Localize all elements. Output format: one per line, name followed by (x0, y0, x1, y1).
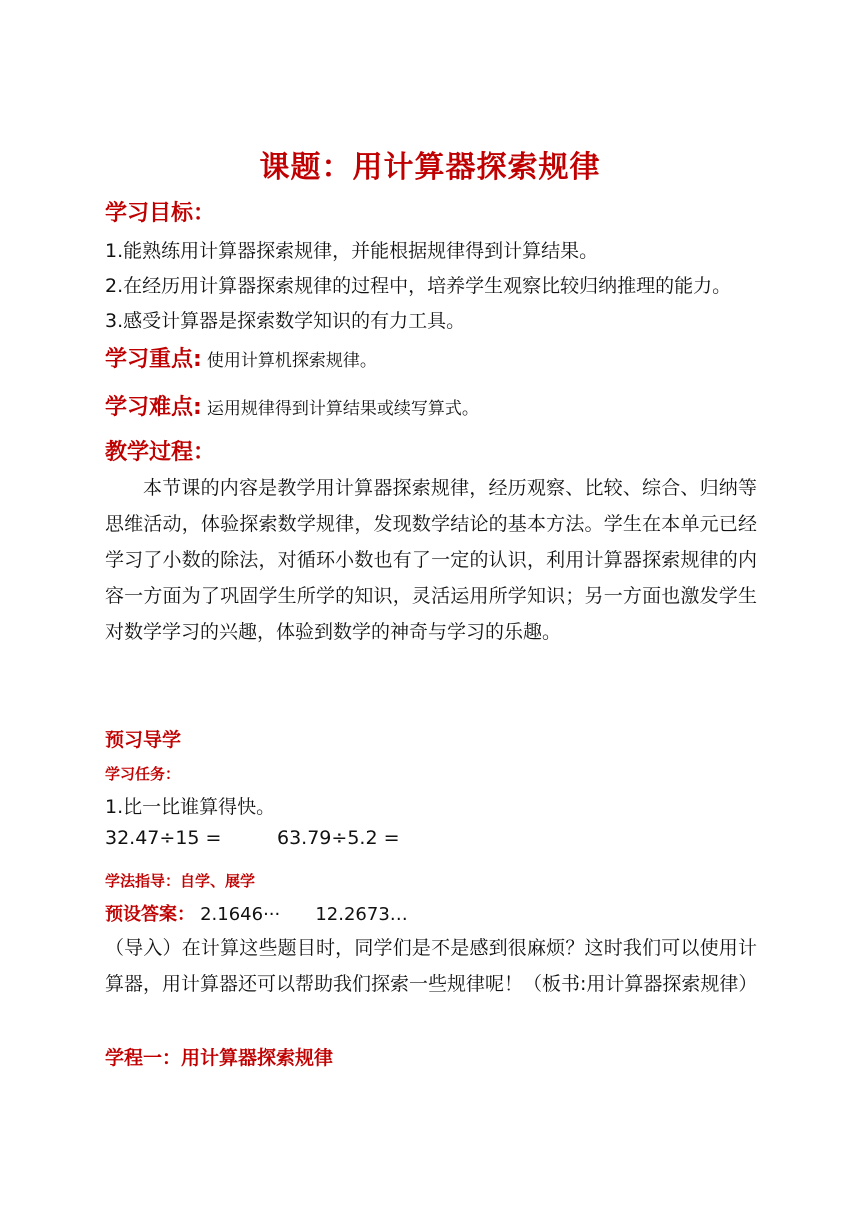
answer-1: 2.1646··· (200, 904, 281, 925)
difficulty-line (105, 390, 479, 421)
answer-heading: 预设答案： (105, 904, 195, 925)
objective-item-1: 1.能熟练用计算器探索规律，并能根据规律得到计算结果。 (105, 240, 599, 262)
key-point-text: 使用计算机探索规律。 (206, 351, 377, 371)
page-title: 课题：用计算器探索规律 (259, 150, 601, 185)
difficulty-heading: 学习难点: (105, 395, 202, 420)
process-heading: 教学过程： (105, 440, 216, 465)
expression-2: 63.79÷5.2 = (277, 827, 400, 849)
answer-2: 12.2673… (315, 904, 408, 925)
intro-paragraph: （导入）在计算这些题目时，同学们是不是感到很麻烦？这时我们可以使用计算器，用计算器还可以帮助我们探索一些规律呢！（板书:用计算器探索规律） (105, 937, 758, 995)
objective-item-3: 3.感受计算器是探索数学知识的有力工具。 (105, 310, 466, 332)
objective-item-2: 2.在经历用计算器探索规律的过程中，培养学生观察比较归纳推理的能力。 (105, 275, 732, 297)
difficulty-text: 运用规律得到计算结果或续写算式。 (206, 399, 479, 419)
step1-heading: 学程一：用计算器探索规律 (105, 1047, 334, 1069)
key-point-line (105, 342, 377, 373)
method-heading: 学法指导：自学、展学 (105, 872, 256, 890)
key-point-heading: 学习重点: (105, 347, 202, 372)
task-heading: 学习任务： (105, 765, 181, 783)
expression-1: 32.47÷15 = (105, 827, 222, 849)
objectives-heading: 学习目标： (105, 201, 216, 226)
preview-heading: 预习导学 (105, 729, 182, 751)
answer-line (105, 900, 408, 926)
process-paragraph: 本节课的内容是教学用计算器探索规律，经历观察、比较、综合、归纳等思维活动，体验探索数学规律，发现数学结论的基本方法。学生在本单元已经学习了小数的除法，对循环小数也有了一定的认识，利用计算器探索规律的内容一方面为了巩固学生所学的知识，灵活运用所学知识；另一方面也激发学生对数学学习的兴趣，体验到数学的神奇与学习的乐趣。 (105, 477, 757, 643)
task-text: 1.比一比谁算得快。 (105, 796, 276, 818)
